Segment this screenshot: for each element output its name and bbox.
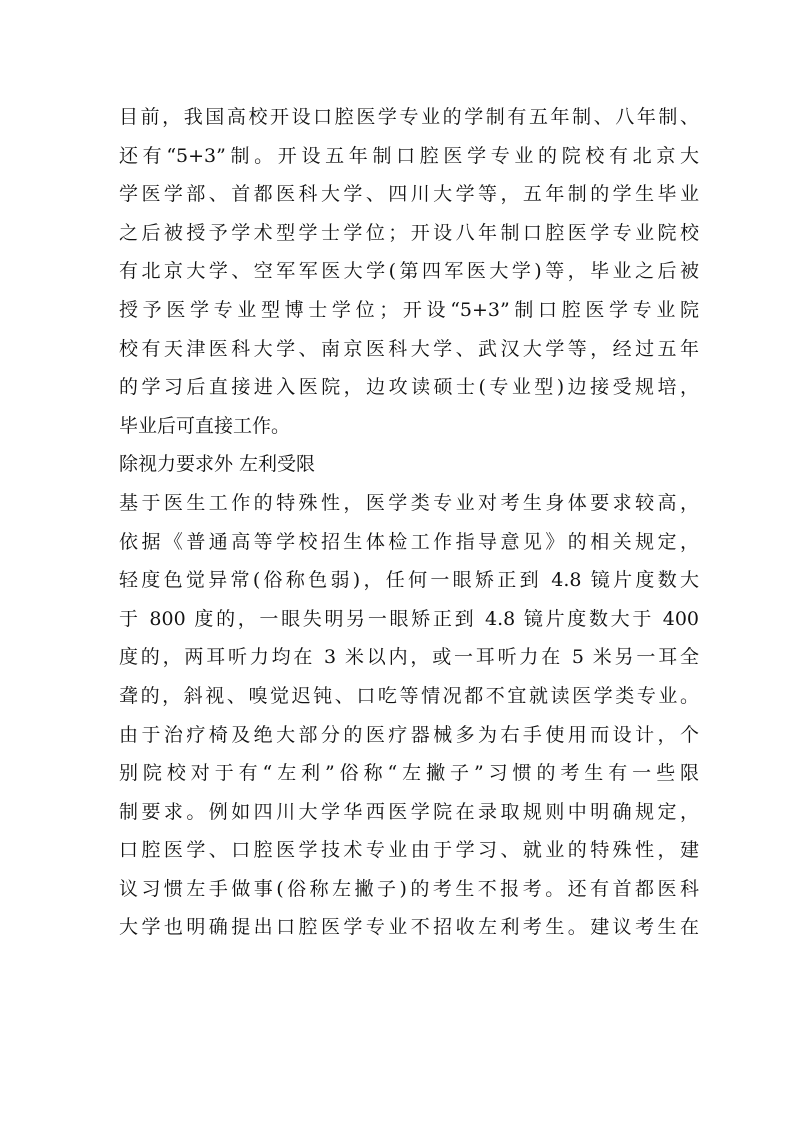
paragraph-line: 有北京大学、空军军医大学(第四军医大学)等，毕业之后被 (119, 260, 699, 283)
paragraph-line: 于 800 度的，一眼失明另一眼矫正到 4.8 镜片度数大于 400 (119, 607, 699, 630)
section-heading: 除视力要求外 左利受限 (119, 453, 316, 476)
paragraph-line: 依据《普通高等学校招生体检工作指导意见》的相关规定， (119, 530, 699, 553)
paragraph-line: 学医学部、首都医科大学、四川大学等，五年制的学生毕业 (119, 183, 699, 206)
paragraph-line: 之后被授予学术型学士学位；开设八年制口腔医学专业院校 (119, 221, 699, 244)
paragraph-line: 度的，两耳听力均在 3 米以内，或一耳听力在 5 米另一耳全 (119, 646, 699, 669)
paragraph-line: 还有“5+3”制。开设五年制口腔医学专业的院校有北京大 (119, 144, 699, 167)
paragraph-line: 授予医学专业型博士学位；开设“5+3”制口腔医学专业院 (119, 298, 699, 321)
paragraph-line: 大学也明确提出口腔医学专业不招收左利考生。建议考生在 (119, 916, 699, 939)
paragraph-line: 目前，我国高校开设口腔医学专业的学制有五年制、八年制、 (119, 106, 699, 128)
paragraph-line: 由于治疗椅及绝大部分的医疗器械多为右手使用而设计，个 (119, 723, 699, 746)
paragraph-line: 制要求。例如四川大学华西医学院在录取规则中明确规定， (119, 800, 699, 823)
paragraph-line: 基于医生工作的特殊性，医学类专业对考生身体要求较高， (119, 491, 699, 514)
paragraph-line: 轻度色觉异常(俗称色弱)，任何一眼矫正到 4.8 镜片度数大 (119, 569, 699, 592)
paragraph-line: 议习惯左手做事(俗称左撇子)的考生不报考。还有首都医科 (119, 877, 699, 900)
article-body (119, 98, 699, 947)
paragraph-line: 的学习后直接进入医院，边攻读硕士(专业型)边接受规培， (119, 376, 699, 399)
paragraph-line: 聋的，斜视、嗅觉迟钝、口吃等情况都不宜就读医学类专业。 (119, 684, 699, 707)
paragraph-line: 别院校对于有“左利”俗称“左撇子”习惯的考生有一些限 (119, 762, 699, 785)
paragraph-line: 校有天津医科大学、南京医科大学、武汉大学等，经过五年 (119, 337, 699, 360)
paragraph-line: 口腔医学、口腔医学技术专业由于学习、就业的特殊性，建 (119, 839, 699, 862)
paragraph-line: 毕业后可直接工作。 (119, 414, 291, 437)
